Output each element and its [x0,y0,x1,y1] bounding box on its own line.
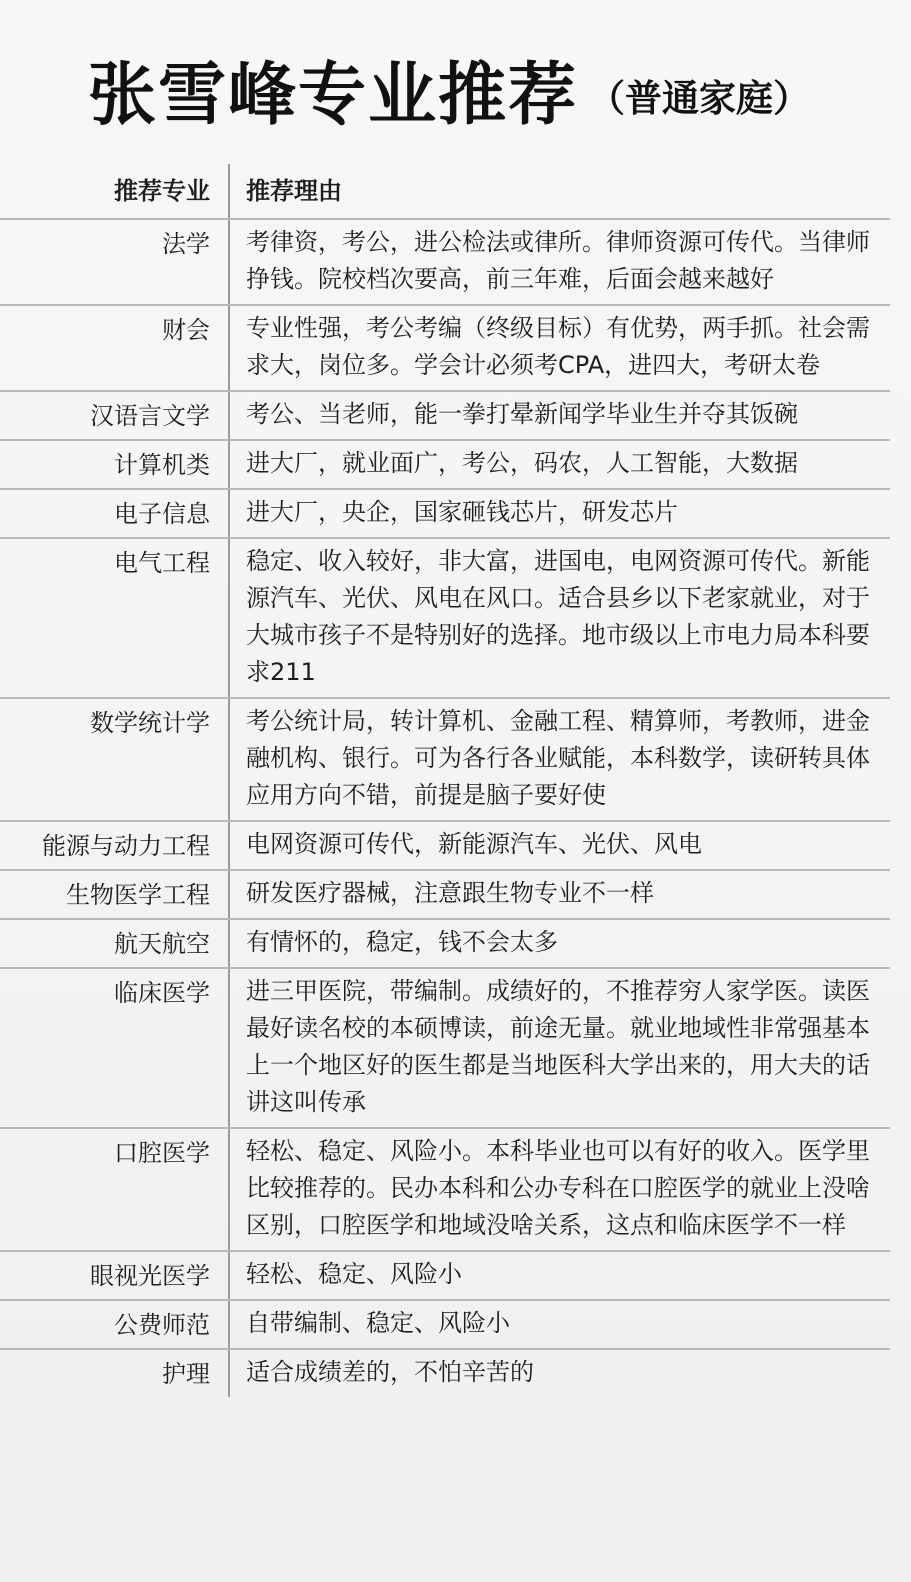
major-reason: 考公统计局，转计算机、金融工程、精算师，考教师，进金融机构、银行。可为各行各业赋能，本科数学，读研转具体应用方向不错，前提是脑子要好使 [246,707,870,809]
page-title [88,44,888,134]
table-row [0,490,890,539]
table-row [0,969,890,1129]
major-reason: 进三甲医院，带编制。成绩好的，不推荐穷人家学医。读医最好读名校的本硕博读，前途无量。就业地域性非常强基本上一个地区好的医生都是当地医科大学出来的，用大夫的话讲这叫传承 [246,977,870,1116]
major-reason: 自带编制、稳定、风险小 [246,1309,510,1337]
major-reason: 考公、当老师，能一拳打晕新闻学毕业生并夺其饭碗 [246,400,798,428]
major-name: 临床医学 [114,979,210,1007]
table-row [0,871,890,920]
major-name: 电气工程 [114,549,210,577]
table-header-row [0,164,890,220]
major-reason: 专业性强，考公考编（终级目标）有优势，两手抓。社会需求大，岗位多。学会计必须考CPA，进四大，考研太卷 [246,314,870,379]
table-row [0,920,890,969]
major-name: 电子信息 [114,500,210,528]
major-name: 航天航空 [114,930,210,958]
recommendation-table [0,164,890,1397]
major-reason: 轻松、稳定、风险小。本科毕业也可以有好的收入。医学里比较推荐的。民办本科和公办专科在口腔医学的就业上没啥区别，口腔医学和地域没啥关系，这点和临床医学不一样 [246,1137,870,1239]
major-name: 汉语言文学 [90,402,210,430]
major-reason: 进大厂，就业面广，考公，码农，人工智能，大数据 [246,449,798,477]
major-name: 公费师范 [114,1311,210,1339]
title-main: 张雪峰专业推荐 [88,55,579,135]
title-subtitle: （普通家庭） [588,77,811,120]
major-name: 计算机类 [114,451,210,479]
major-reason: 考律资，考公，进公检法或律所。律师资源可传代。当律师挣钱。院校档次要高，前三年难，后面会越来越好 [246,228,870,293]
table-row [0,822,890,871]
table-row [0,220,890,306]
major-reason: 稳定、收入较好，非大富，进国电，电网资源可传代。新能源汽车、光伏、风电在风口。适合县乡以下老家就业，对于大城市孩子不是特别好的选择。地市级以上市电力局本科要求211 [246,547,870,686]
major-reason: 电网资源可传代，新能源汽车、光伏、风电 [246,830,702,858]
major-name: 口腔医学 [114,1139,210,1167]
major-reason: 适合成绩差的，不怕辛苦的 [246,1358,534,1386]
major-name: 财会 [162,316,210,344]
major-reason: 研发医疗器械，注意跟生物专业不一样 [246,879,654,907]
major-name: 数学统计学 [90,709,210,737]
table-row [0,699,890,822]
major-name: 生物医学工程 [66,881,210,909]
table-row [0,392,890,441]
major-name: 眼视光医学 [90,1262,210,1290]
major-name: 能源与动力工程 [42,832,210,860]
table-row [0,1301,890,1350]
table-row [0,306,890,392]
table-row [0,1350,890,1397]
major-name: 护理 [162,1360,210,1388]
major-reason: 有情怀的，稳定，钱不会太多 [246,928,558,956]
major-name: 法学 [162,230,210,258]
table-row [0,441,890,490]
table-row [0,1129,890,1252]
table-row [0,539,890,699]
major-reason: 进大厂，央企，国家砸钱芯片，研发芯片 [246,498,678,526]
major-reason: 轻松、稳定、风险小 [246,1260,462,1288]
header-major: 推荐专业 [114,177,210,205]
table-row [0,1252,890,1301]
header-reason: 推荐理由 [246,177,342,205]
